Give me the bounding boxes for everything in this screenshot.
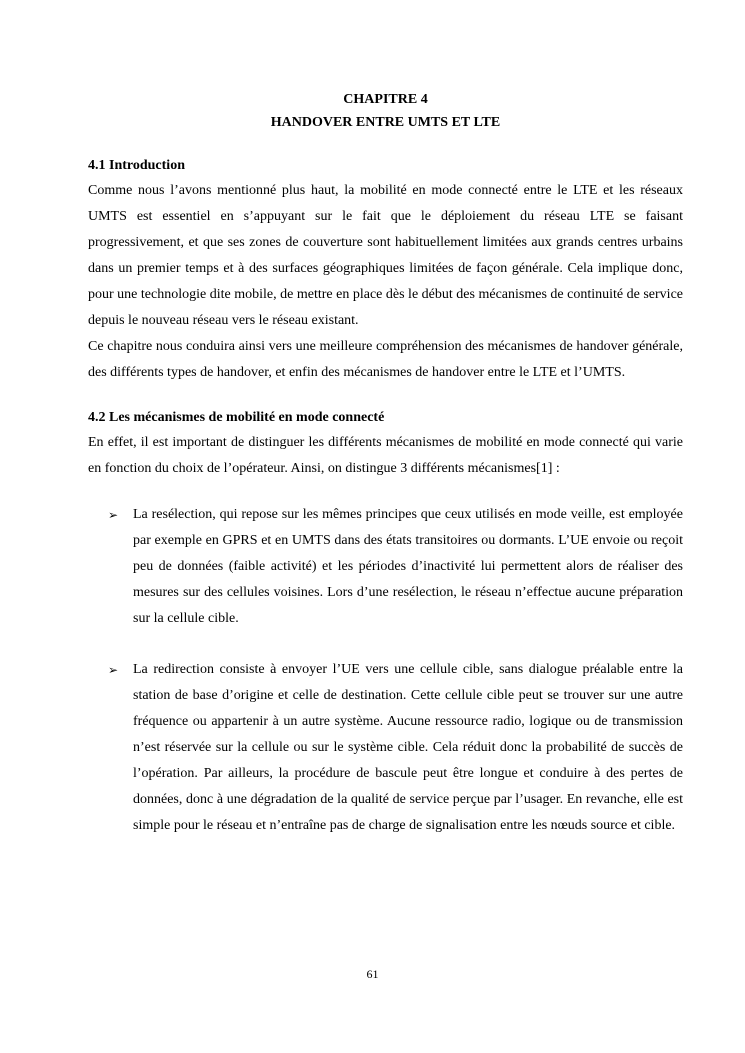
section-heading: 4.1 Introduction (88, 158, 185, 173)
paragraph: En effet, il est important de distinguer les différents mécanismes de mobilité en mode connecté qui varie en fonction du choix de l’opérateur. Ainsi, on distingue 3 différents mécanismes[1] : (88, 435, 683, 476)
mechanism-list (88, 502, 683, 839)
chapter-number: CHAPITRE 4 (343, 92, 428, 107)
arrowhead-bullet-icon: ➢ (108, 663, 119, 677)
page-number: 61 (366, 967, 379, 981)
list-item-text: La redirection consiste à envoyer l’UE vers une cellule cible, sans dialogue préalable entre la station de base d’origine et celle de destination. Cette cellule cible peut se trouver sur une autre fréquence ou appartenir à un autre système. Aucune ressource radio, logique ou de transmission n’est réservée sur la cellule ou sur le système cible. Cela réduit donc la probabilité de succès de l’opération. Par ailleurs, la procédure de bascule peut être longue et conduire à des pertes de données, donc à une dégradation de la qualité de service perçue par l’usager. En revanche, elle est simple pour le réseau et n’entraîne pas de charge de signalisation entre les nœuds source et cible. (133, 662, 683, 833)
section-heading: 4.2 Les mécanismes de mobilité en mode connecté (88, 410, 385, 425)
arrowhead-bullet-icon: ➢ (108, 508, 119, 522)
section-mobility-mechanisms (88, 406, 683, 839)
document-page (88, 88, 683, 864)
paragraph: Ce chapitre nous conduira ainsi vers une meilleure compréhension des mécanismes de handover générale, des différents types de handover, et enfin des mécanismes de handover entre le LTE et l’UMTS. (88, 339, 683, 380)
list-item (88, 657, 683, 839)
paragraph: Comme nous l’avons mentionné plus haut, la mobilité en mode connecté entre le LTE et les réseaux UMTS est essentiel en s’appuyant sur le fait que le déploiement du réseau LTE se faisant progressivement, et que ses zones de couverture sont habituellement limitées aux grands centres urbains dans un premier temps et à des surfaces géographiques limitées de façon générale. Cela implique donc, pour une technologie dite mobile, de mettre en place dès le début des mécanismes de continuité de service depuis le nouveau réseau vers le réseau existant. (88, 183, 683, 328)
section-introduction (88, 154, 683, 386)
list-item (88, 502, 683, 632)
chapter-title: HANDOVER ENTRE UMTS ET LTE (270, 115, 501, 130)
list-item-text: La resélection, qui repose sur les mêmes principes que ceux utilisés en mode veille, est employée par exemple en GPRS et en UMTS dans des états transitoires ou dormants. L’UE envoie ou reçoit peu de données (faible activité) et les périodes d’inactivité lui permettent alors de réaliser des mesures sur des cellules voisines. Lors d’une resélection, le réseau n’effectue aucune préparation sur la cellule cible. (133, 507, 683, 626)
